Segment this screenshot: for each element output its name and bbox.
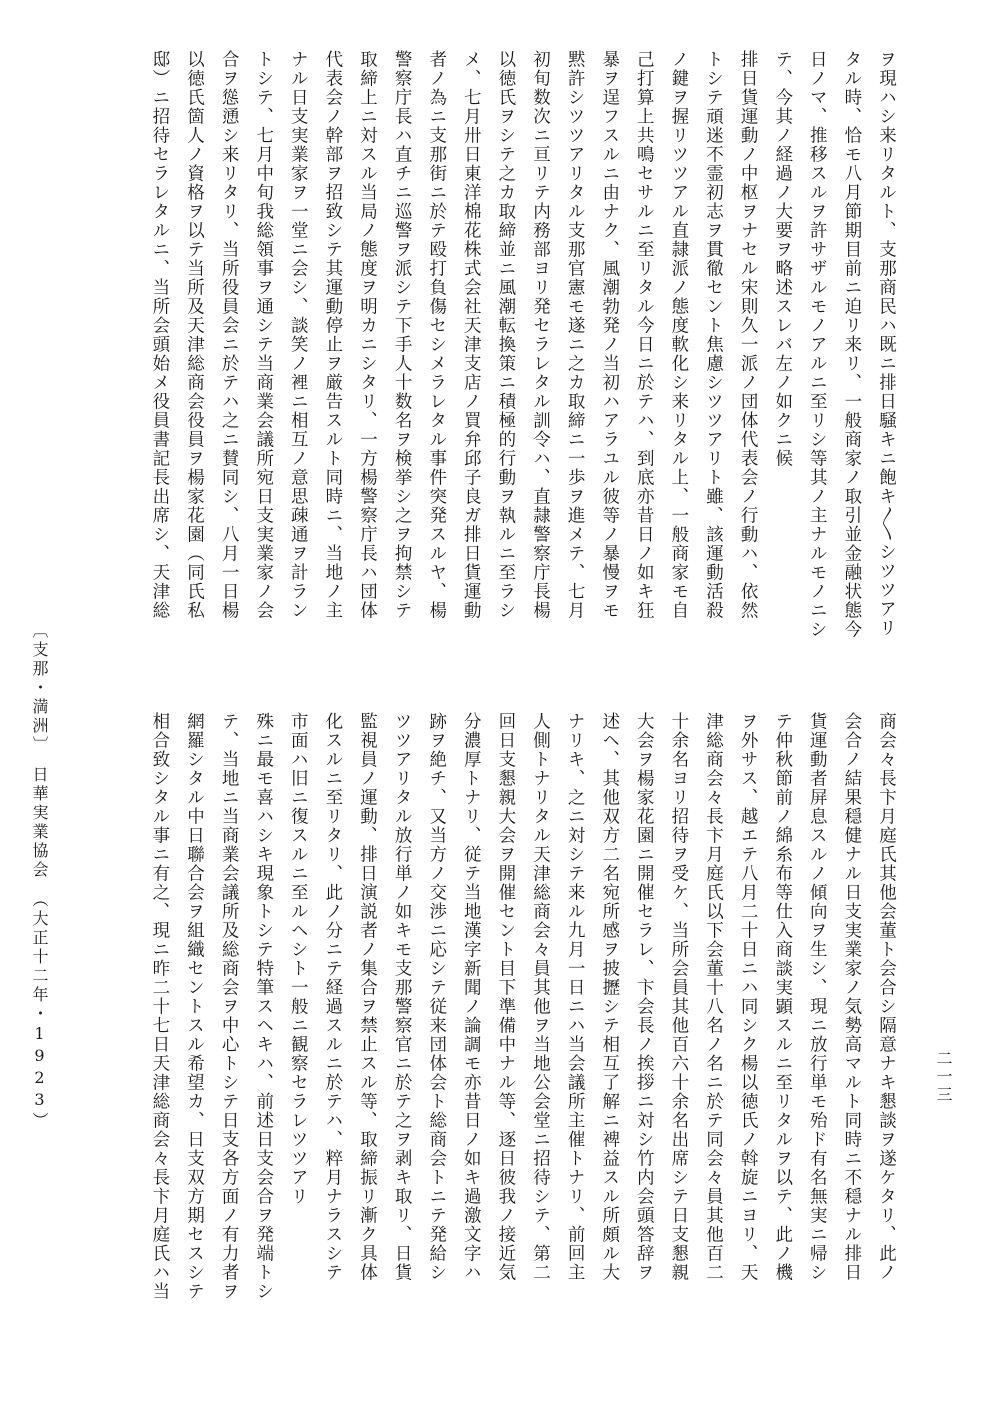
- text-column: 化スルニ至リタリ、此ノ分ニテ経過スルニ於テハ、粹月ナラスシテ: [322, 712, 343, 1282]
- text-column: テ、当地ニ当商業会議所及総商会ヲ中心トシテ日支各方面ノ有力者ヲ: [219, 712, 240, 1301]
- text-column: 回日支懇親大会ヲ開催セント目下準備中ナル等、逐日彼我ノ接近気: [495, 712, 516, 1282]
- text-column: 以徳氏ヲシテ之カ取締並ニ風潮転換策ニ積極的行動ヲ執ルニ至ラシ: [495, 50, 516, 620]
- text-column: 津総商会々長卞月庭氏以下会董十八名ノ名ニ於テ同会々員其他百二: [703, 712, 724, 1282]
- text-column: 相合致シタル事ニ有之、現ニ昨二十七日天津総商会々長卞月庭氏ハ当: [149, 712, 170, 1301]
- footer-source-label: 〔支那・満洲〕 日華実業協会 （大正十二年・1923）: [30, 622, 49, 1131]
- text-column: 合ヲ慫慂シ来リタリ、当所役員会ニ於テハ之ニ賛同シ、八月一日楊: [219, 50, 240, 620]
- text-column: ツツアリタル放行単ノ如キモ支那警察官ニ於テ之ヲ剥キ取リ、日貨: [392, 712, 413, 1282]
- text-column: 初旬数次ニ亘リテ内務部ヨリ発セラレタル訓令ハ、直隷警察庁長楊: [530, 50, 551, 620]
- text-column: テ、今其ノ経過ノ大要ヲ略述スレバ左ノ如クニ候: [772, 50, 793, 468]
- text-column: 監視員ノ運動、排日演説者ノ集合ヲ禁止スル等、取締振リ漸ク具体: [357, 712, 378, 1282]
- text-column: メ、七月卅日東洋棉花株式会社天津支店ノ買弁邱子良ガ排日貨運動: [461, 50, 482, 620]
- text-column: トシテ頑迷不霊初志ヲ貫徹セント焦慮シツツアリト雖、該運動活殺: [703, 50, 724, 620]
- text-column: 貨運動者屏息スルノ傾向ヲ生シ、現ニ放行単モ殆ド有名無実ニ帰シ: [807, 712, 828, 1282]
- text-column: 邸）ニ招待セラレタルニ、当所会頭始メ役員書記長出席シ、天津総: [149, 50, 170, 620]
- text-column: 暴ヲ逞フスルニ由ナク、風潮勃発ノ当初ハアラユル彼等ノ暴慢ヲモ: [599, 50, 620, 620]
- text-column: ノ鍵ヲ握リツツアル直隷派ノ態度軟化シ来リタル上、一般商家モ自: [668, 50, 689, 620]
- text-column: 市面ハ旧ニ復スルニ至ルヘシト一般ニ観察セラレツツアリ: [288, 712, 309, 1206]
- text-column: 殊ニ最モ喜ハシキ現象トシテ特筆スヘキハ、前述日支会合ヲ発端トシ: [253, 712, 274, 1301]
- text-column: 分濃厚トナリ、従テ当地漢字新聞ノ論調モ亦昔日ノ如キ過激文字ハ: [461, 712, 482, 1282]
- text-column: 代表会ノ幹部ヲ招致シテ其運動停止ヲ厳告スルト同時ニ、当地ノ主: [322, 50, 343, 620]
- text-column: 黙許シツツアリタル支那官憲モ遂ニ之カ取締ニ一歩ヲ進メテ、七月: [565, 50, 586, 620]
- text-column: タル時、恰モ八月節期目前ニ迫リ来リ、一般商家ノ取引並金融状態今: [841, 50, 862, 639]
- text-column: トシテ、七月中旬我総領事ヲ通シテ当商業会議所宛日支実業家ノ会: [253, 50, 274, 620]
- text-column: 人側トナリタル天津総商会々員其他ヲ当地公会堂ニ招待シテ、第二: [530, 712, 551, 1282]
- text-column: 者ノ為ニ支那街ニ於テ殴打負傷セシメラレタル事件突発スルヤ、楊: [426, 50, 447, 620]
- text-column: ヲ外サス、越エテ八月二十日ニハ同シク楊以徳氏ノ斡旋ニヨリ、天: [738, 712, 759, 1282]
- text-column: 述ヘ、其他双方二名宛所感ヲ披攊シテ相互了解ニ裨益スル所頗ル大: [599, 712, 620, 1282]
- text-column: 商会々長卞月庭氏其他会董ト会合シ隔意ナキ懇談ヲ遂ケタリ、此ノ: [876, 712, 897, 1282]
- text-column: 警察庁長ハ直チニ巡警ヲ派シテ下手人十数名ヲ検挙シ之ヲ拘禁シテ: [392, 50, 413, 620]
- text-column: 排日貨運動ノ中枢ヲナセル宋則久一派ノ団体代表会ノ行動ハ、依然: [738, 50, 759, 620]
- text-column: 取締上ニ対スル当局ノ態度ヲ明カニシタリ、一方楊警察庁長ハ団体: [357, 50, 378, 620]
- text-column: 会合ノ結果穏健ナル日支実業家ノ気勢高マルト同時ニ不穏ナル排日: [841, 712, 862, 1282]
- text-column: 大会ヲ楊家花園ニ開催セラレ、卞会長ノ挨拶ニ対シ竹内会頭答辞ヲ: [634, 712, 655, 1282]
- text-column: 己打算上共鳴セサルニ至リタル今日ニ於テハ、到底亦昔日ノ如キ狂: [634, 50, 655, 620]
- text-column: テ仲秋節前ノ綿糸布等仕入商談実顕スルニ至リタルヲ以テ、此ノ機: [772, 712, 793, 1282]
- text-column: 網羅シタル中日聯合会ヲ組織セントスル希望カ、日支双方期セスシテ: [184, 712, 205, 1301]
- text-column: ナル日支実業家ヲ一堂ニ会シ、談笑ノ裡ニ相互ノ意思疎通ヲ計ラン: [288, 50, 309, 620]
- text-column: 十余名ヨリ招待ヲ受ケ、当所会員其他百六十余名出席シテ日支懇親: [668, 712, 689, 1282]
- text-column: ヲ現ハシ来リタルト、支那商民ハ既ニ排日騒キニ飽キ〱シツツアリ: [876, 50, 897, 638]
- text-column: 跡ヲ絶チ、又当方ノ交渉ニ応シテ従来団体会ト総商会トニテ発給シ: [426, 712, 447, 1282]
- page-number: 二一三: [934, 1050, 953, 1104]
- text-column: ナリキ、之ニ対シテ来ル九月一日ニハ当会議所主催トナリ、前回主: [565, 712, 586, 1282]
- text-column: 日ノマ、推移スルヲ許サザルモノアルニ至リシ等其ノ主ナルモノニシ: [807, 50, 828, 639]
- text-column: 以徳氏箇人ノ資格ヲ以テ当所及天津総商会役員ヲ楊家花園（同氏私: [184, 50, 205, 620]
